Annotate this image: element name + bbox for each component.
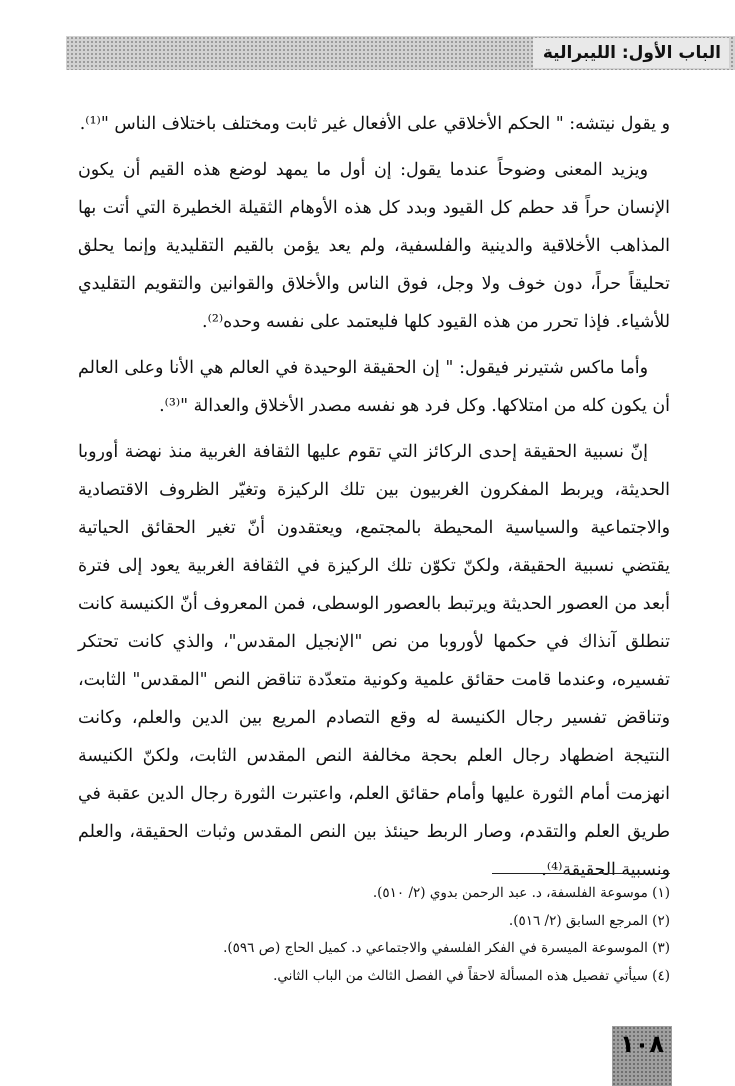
footnote-3: (٣) الموسوعة الميسرة في الفكر الفلسفي والاجتماعي د. كميل الحاج (ص ٥٩٦). [223, 940, 670, 956]
body-text [78, 105, 670, 889]
footnotes [190, 880, 670, 990]
paragraph-stirner-quote: وأما ماكس شتيرنر فيقول: " إن الحقيقة الوحيدة في العالم هي الأنا وعلى العالم أن يكون كله من امتلاكها. وكل فرد هو نفسه مصدر الأخلاق والعدالة "⁽³⁾. [78, 358, 670, 416]
page-number: ١٠٨ [620, 1030, 664, 1058]
footnote-2: (٢) المرجع السابق (٢/ ٥١٦). [508, 912, 670, 929]
paragraph-nietzsche-quote: و يقول نيتشه: " الحكم الأخلاقي على الأفعال غير ثابت ومختلف باختلاف الناس "⁽¹⁾. [79, 114, 670, 134]
footnote-4: (٤) سيأتي تفصيل هذه المسألة لاحقاً في الفصل الثالث من الباب الثاني. [273, 967, 670, 984]
running-header-title: الباب الأول: الليبرالية [533, 38, 729, 68]
paragraph-nietzsche-meaning: ويزيد المعنى وضوحاً عندما يقول: إن أول ما يمهد لوضع هذه القيم أن يكون الإنسان حراً قد حطم كل القيود وبدد كل هذه الأوهام الثقيلة الخطيرة التي أتت بها المذاهب الأخلاقية والدينية والفلسفية، ولم يعد يؤمن بالقيم التقليدية وإنما يحلق تحليقاً حراً، دون خوف ولا وجل، فوق الناس والأخلاق والقوانين والتقويم التقليدي للأشياء. فإذا تحرر من هذه القيود كلها فليعتمد على نفسه وحده⁽²⁾. [78, 160, 670, 332]
footnote-1: (١) موسوعة الفلسفة، د. عبد الرحمن بدوي (٢/ ٥١٠). [372, 885, 670, 901]
footnote-separator [492, 873, 670, 874]
paragraph-relativity-of-truth: إنّ نسبية الحقيقة إحدى الركائز التي تقوم عليها الثقافة الغربية منذ نهضة أوروبا الحديثة، ويربط المفكرون الغربيون بين تلك الركيزة وتغيّر الظروف الاقتصادية والاجتماعية والسياسية المحيطة بالمجتمع، ويعتقدون أنّ تغير الحقائق الحياتية يقتضي نسبية الحقيقة، ولكنّ تكوّن تلك الركيزة في الثقافة الغربية يعود إلى فترة أبعد من العصور الحديثة ويرتبط بالعصور الوسطى، فمن المعروف أنّ الكنيسة كانت تنطلق آنذاك في حكمها لأوروبا من نص "الإنجيل المقدس"، والذي كانت تحتكر تفسيره، وعندما قامت حقائق علمية وكونية متعدّدة تناقض النص "المقدس" الثابت، وتناقض تفسير رجال الكنيسة له وقع التصادم المريع بين الدين والعلم، وكانت النتيجة اضطهاد رجال العلم بحجة مخالفة النص المقدس الثابت، ولكنّ الكنيسة انهزمت أمام الثورة عليها وأمام حقائق العلم، واعتبرت الثورة رجال الدين عقبة في طريق العلم والتقدم، وصار الربط حينئذ بين النص المقدس وثبات الحقيقة، والعلم ونسبية الحقيقة⁽⁴⁾. [78, 442, 670, 880]
